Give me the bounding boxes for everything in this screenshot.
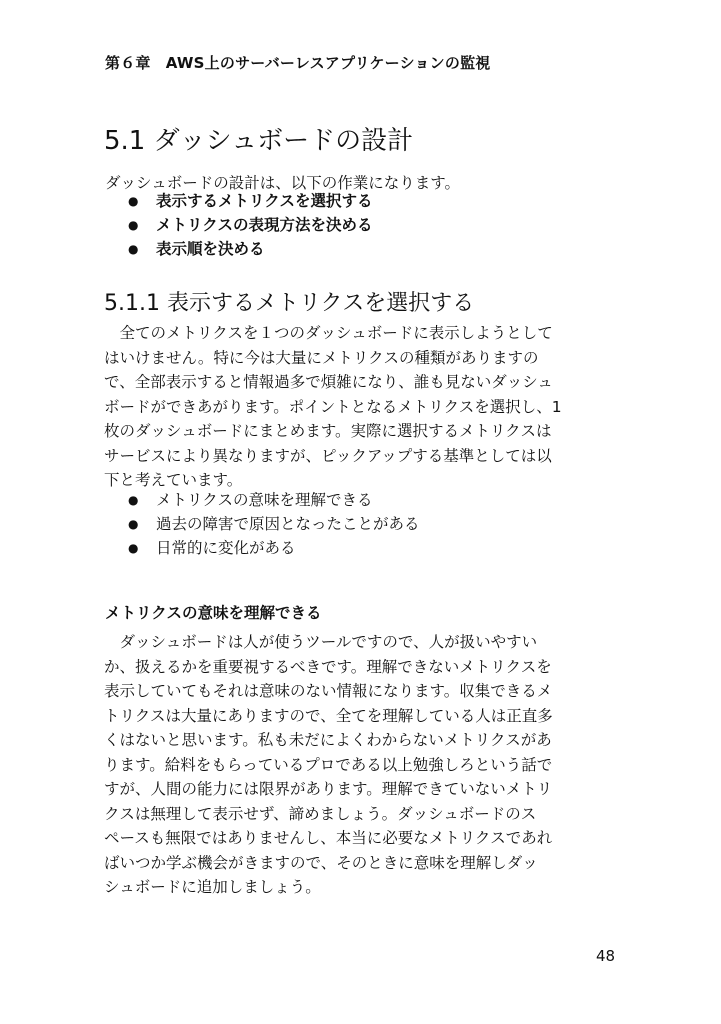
section-intro: ダッシュボードの設計は、以下の作業になります。 (105, 174, 460, 192)
paragraph-line: ボードができあがります。ポイントとなるメトリクスを選択し、1 (104, 397, 562, 416)
paragraph-line: シュボードに追加しましょう。 (104, 878, 321, 896)
task-list (128, 189, 373, 261)
topic-paragraph (104, 630, 624, 900)
paragraph-line: トリクスは大量にありますので、全てを理解している人は正直多 (104, 706, 553, 725)
topic-heading: メトリクスの意味を理解できる (105, 604, 322, 622)
paragraph-line: 枚のダッシュボードにまとめます。実際に選択するメトリクスは (104, 422, 552, 440)
chapter-header: 第６章 AWS上のサーバーレスアプリケーションの監視 (105, 54, 491, 72)
list-item: ● メトリクスの表現方法を決める (128, 213, 373, 237)
paragraph-line: か、扱えるかを重要視するべきです。理解できないメトリクスを (104, 657, 552, 676)
list-item: ● 過去の障害で原因となったことがある (128, 512, 420, 536)
list-item: ● 表示するメトリクスを選択する (128, 189, 373, 213)
list-item: ● 表示順を決める (128, 237, 373, 261)
paragraph-line: 表示していてもそれは意味のない情報になります。収集できるメ (104, 682, 553, 700)
paragraph-line: ばいつか学ぶ機会がきますので、そのときに意味を理解しダッ (104, 853, 538, 872)
page-number: 48 (596, 947, 616, 965)
subsection-paragraph (104, 321, 624, 493)
paragraph-line: で、全部表示すると情報過多で煩雑になり、誰も見ないダッシュ (104, 373, 553, 391)
paragraph-line: 全てのメトリクスを１つのダッシュボードに表示しようとして (104, 324, 553, 342)
paragraph-line: くはないと思います。私も未だによくわからないメトリクスがあ (104, 731, 552, 749)
paragraph-line: ります。給料をもらっているプロである以上勉強しろという話で (104, 755, 553, 774)
paragraph-line: サービスにより異なりますが、ピックアップする基準としては以 (104, 446, 552, 465)
paragraph-line: はいけません。特に今は大量にメトリクスの種類がありますの (104, 348, 539, 367)
paragraph-line: 下と考えています。 (104, 471, 243, 489)
paragraph-line: ダッシュボードは人が使うツールですので、人が扱いやすい (104, 633, 538, 651)
paragraph-line: すが、人間の能力には限界があります。理解できていないメトリ (104, 780, 553, 798)
paragraph-line: ペースも無限ではありませんし、本当に必要なメトリクスであれ (104, 829, 553, 847)
subsection-title: 5.1.1 表示するメトリクスを選択する (104, 291, 475, 316)
list-item: ● 日常的に変化がある (128, 536, 420, 560)
criteria-list (128, 488, 420, 560)
list-item: ● メトリクスの意味を理解できる (128, 488, 420, 512)
section-title: 5.1 ダッシュボードの設計 (104, 126, 414, 156)
paragraph-line: クスは無理して表示せず、諦めましょう。ダッシュボードのス (104, 804, 537, 823)
